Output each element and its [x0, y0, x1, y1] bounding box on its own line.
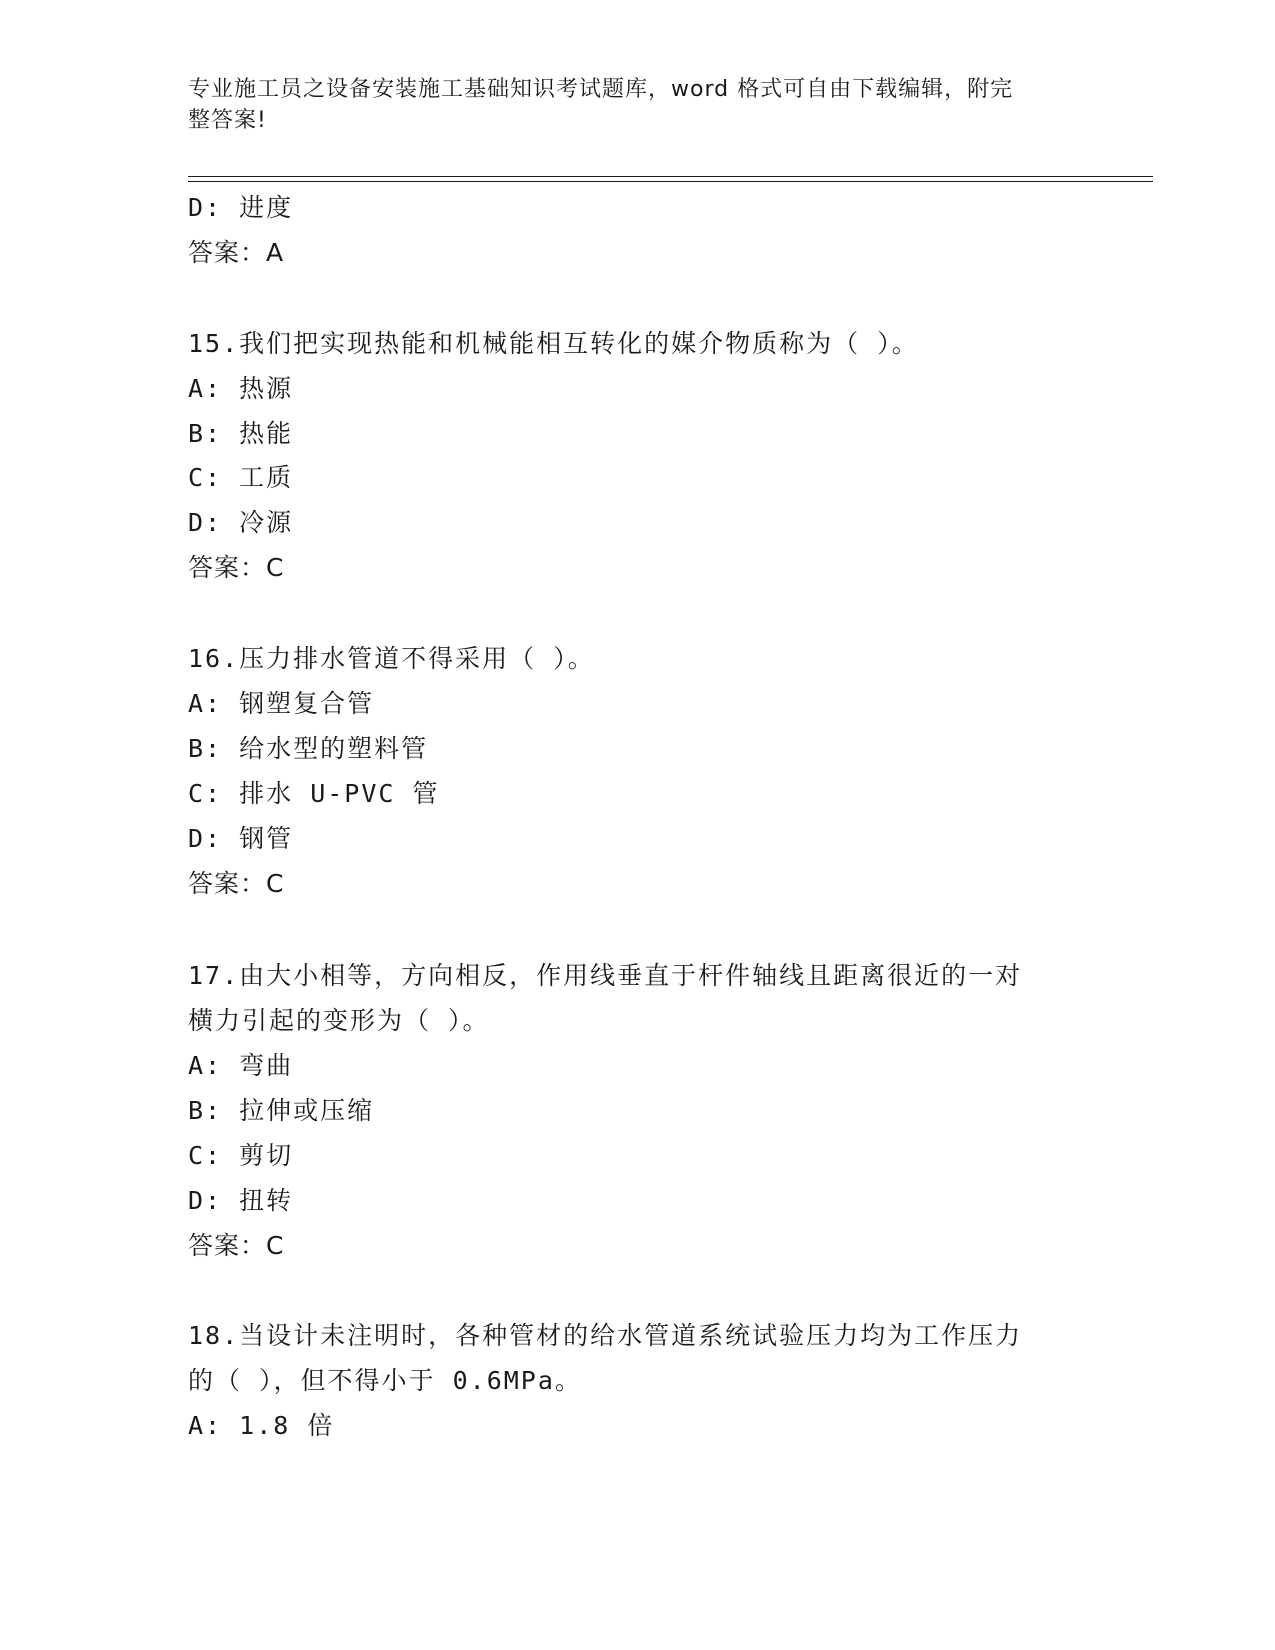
q15-option-d: D: 冷源: [188, 508, 294, 537]
q15-option-c: C: 工质: [188, 463, 294, 492]
q17-stem-line-1: 17.由大小相等，方向相反，作用线垂直于杆件轴线且距离很近的一对: [188, 961, 1023, 990]
q17-stem-line-2: 横力引起的变形为（ ）。: [188, 1006, 490, 1035]
header-line-1: 专业施工员之设备安装施工基础知识考试题库，word 格式可自由下载编辑，附完: [188, 77, 1014, 102]
q16-option-a: A: 钢塑复合管: [188, 689, 375, 718]
q15-stem: 15.我们把实现热能和机械能相互转化的媒介物质称为（ ）。: [188, 329, 919, 358]
q17-answer: 答案：C: [188, 1231, 285, 1260]
q16-option-b: B: 给水型的塑料管: [188, 734, 429, 763]
document-header: [188, 74, 1068, 136]
q15-option-a: A: 热源: [188, 374, 294, 403]
header-rule-bottom: [188, 181, 1153, 182]
q18-option-a: A: 1.8 倍: [188, 1411, 335, 1440]
q17-option-d: D: 扭转: [188, 1186, 294, 1215]
q16-option-c: C: 排水 U-PVC 管: [188, 779, 440, 808]
q15-option-b: B: 热能: [188, 419, 294, 448]
q17-option-c: C: 剪切: [188, 1141, 294, 1170]
prev-option-d: D: 进度: [188, 193, 294, 222]
q16-stem: 16.压力排水管道不得采用（ ）。: [188, 644, 595, 673]
q15-answer: 答案：C: [188, 553, 285, 582]
q16-option-d: D: 钢管: [188, 824, 294, 853]
q17-option-a: A: 弯曲: [188, 1051, 294, 1080]
q16-answer: 答案：C: [188, 869, 285, 898]
header-rule-top: [188, 176, 1153, 177]
q18-stem-line-1: 18.当设计未注明时，各种管材的给水管道系统试验压力均为工作压力: [188, 1321, 1023, 1350]
prev-answer: 答案：A: [188, 238, 285, 267]
header-line-2: 整答案!: [188, 108, 267, 133]
q17-option-b: B: 拉伸或压缩: [188, 1096, 375, 1125]
q18-stem-line-2: 的（ ），但不得小于 0.6MPa。: [188, 1366, 582, 1395]
